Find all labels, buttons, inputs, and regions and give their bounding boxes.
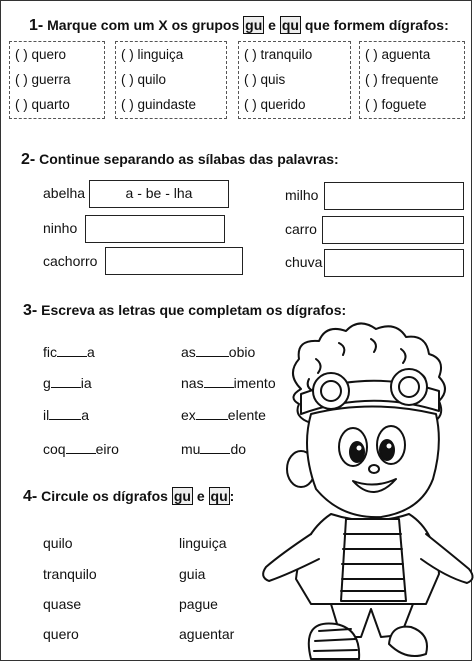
- q2-answer-carro[interactable]: [322, 216, 464, 244]
- q1-title-and: e: [268, 17, 276, 33]
- q1-option-quis[interactable]: ( ) quis: [244, 72, 286, 87]
- q2-title-text: Continue separando as sílabas das palavras:: [39, 151, 339, 167]
- q1-option-guerra[interactable]: ( ) guerra: [15, 72, 71, 87]
- q2-word-milho: milho: [285, 187, 319, 203]
- q4-title-and: e: [196, 488, 205, 504]
- q1-boxed-qu: qu: [281, 17, 299, 33]
- q1-option-frequente[interactable]: ( ) frequente: [365, 72, 439, 87]
- q4-title-start: Circule os dígrafos: [41, 488, 168, 504]
- q4-word-tranquilo[interactable]: tranquilo: [43, 566, 97, 582]
- q3-suffix: eiro: [95, 441, 119, 457]
- q3-item-coq-eiro: [43, 441, 119, 457]
- cartoon-boy-illustration: [241, 319, 474, 664]
- q1-option-quero[interactable]: ( ) quero: [15, 47, 67, 62]
- q3-suffix: elente: [227, 407, 266, 423]
- q4-word-quero[interactable]: quero: [43, 626, 79, 642]
- q3-suffix: imento: [233, 375, 276, 391]
- q4-word-pague[interactable]: pague: [179, 596, 218, 612]
- q3-suffix: ia: [80, 375, 92, 391]
- q2-number: 2-: [21, 151, 36, 168]
- q3-prefix: as: [181, 344, 196, 360]
- q2-answer-ninho[interactable]: [85, 215, 225, 243]
- q3-item-il-a: [43, 407, 89, 423]
- q3-blank[interactable]: [196, 345, 229, 357]
- q3-blank[interactable]: [57, 345, 87, 357]
- q3-item-fic-a: [43, 344, 95, 360]
- q2-answer-chuva[interactable]: [324, 249, 464, 277]
- q3-title: [23, 302, 346, 320]
- q4-title: [23, 488, 234, 506]
- q1-option-aguenta[interactable]: ( ) aguenta: [365, 47, 431, 62]
- q1-option-querido[interactable]: ( ) querido: [244, 97, 306, 112]
- q3-item-mu-do: [181, 441, 246, 457]
- q2-answer-milho[interactable]: [324, 182, 464, 210]
- q1-boxed-gu: gu: [245, 17, 263, 33]
- q1-option-quilo[interactable]: ( ) quilo: [121, 72, 167, 87]
- q2-word-ninho: ninho: [43, 220, 78, 236]
- q4-number: 4-: [23, 488, 38, 505]
- q1-option-quarto[interactable]: ( ) quarto: [15, 97, 70, 112]
- q2-word-chuva: chuva: [285, 254, 323, 270]
- q2-word-abelha: abelha: [43, 185, 86, 201]
- q3-prefix: fic: [43, 344, 57, 360]
- q3-title-text: Escreva as letras que completam os dígrafos:: [41, 302, 347, 318]
- q4-word-quilo[interactable]: quilo: [43, 535, 73, 551]
- q3-suffix: obio: [228, 344, 256, 360]
- q2-word-carro: carro: [285, 221, 317, 237]
- q3-number: 3-: [23, 302, 38, 319]
- q2-word-cachorro: cachorro: [43, 253, 98, 269]
- q2-answer-abelha[interactable]: a - be - lha: [89, 180, 229, 208]
- q4-word-quase[interactable]: quase: [43, 596, 82, 612]
- q3-blank[interactable]: [49, 408, 81, 420]
- q3-blank[interactable]: [66, 442, 96, 454]
- q1-option-guindaste[interactable]: ( ) guindaste: [121, 97, 197, 112]
- q1-option-linguica[interactable]: ( ) linguiça: [121, 47, 184, 62]
- q4-word-guia[interactable]: guia: [179, 566, 206, 582]
- q3-prefix: il: [43, 407, 50, 423]
- q1-title-end: que formem dígrafos:: [304, 17, 449, 33]
- q3-blank[interactable]: [196, 408, 228, 420]
- q4-boxed-qu: qu: [210, 488, 228, 504]
- q3-prefix: ex: [181, 407, 196, 423]
- q3-blank[interactable]: [204, 376, 234, 388]
- q1-option-foguete[interactable]: ( ) foguete: [365, 97, 427, 112]
- q1-title-start: Marque com um X os grupos: [47, 17, 240, 33]
- q3-blank[interactable]: [200, 442, 230, 454]
- q3-prefix: g: [43, 375, 51, 391]
- q3-blank[interactable]: [51, 376, 81, 388]
- q1-title: [29, 17, 449, 35]
- q2-title: [21, 151, 339, 169]
- q1-option-tranquilo[interactable]: ( ) tranquilo: [244, 47, 313, 62]
- q3-suffix: a: [81, 407, 90, 423]
- q3-item-g-ia: [43, 375, 92, 391]
- q1-number: 1-: [29, 17, 44, 34]
- q4-word-aguentar[interactable]: aguentar: [179, 626, 235, 642]
- q4-title-end: :: [229, 488, 235, 504]
- q4-boxed-gu: gu: [173, 488, 191, 504]
- q3-prefix: coq: [43, 441, 66, 457]
- q4-word-linguica[interactable]: linguiça: [179, 535, 227, 551]
- q3-prefix: nas: [181, 375, 204, 391]
- q3-suffix: do: [230, 441, 247, 457]
- q2-answer-cachorro[interactable]: [105, 247, 243, 275]
- q3-prefix: mu: [181, 441, 201, 457]
- q3-suffix: a: [87, 344, 95, 360]
